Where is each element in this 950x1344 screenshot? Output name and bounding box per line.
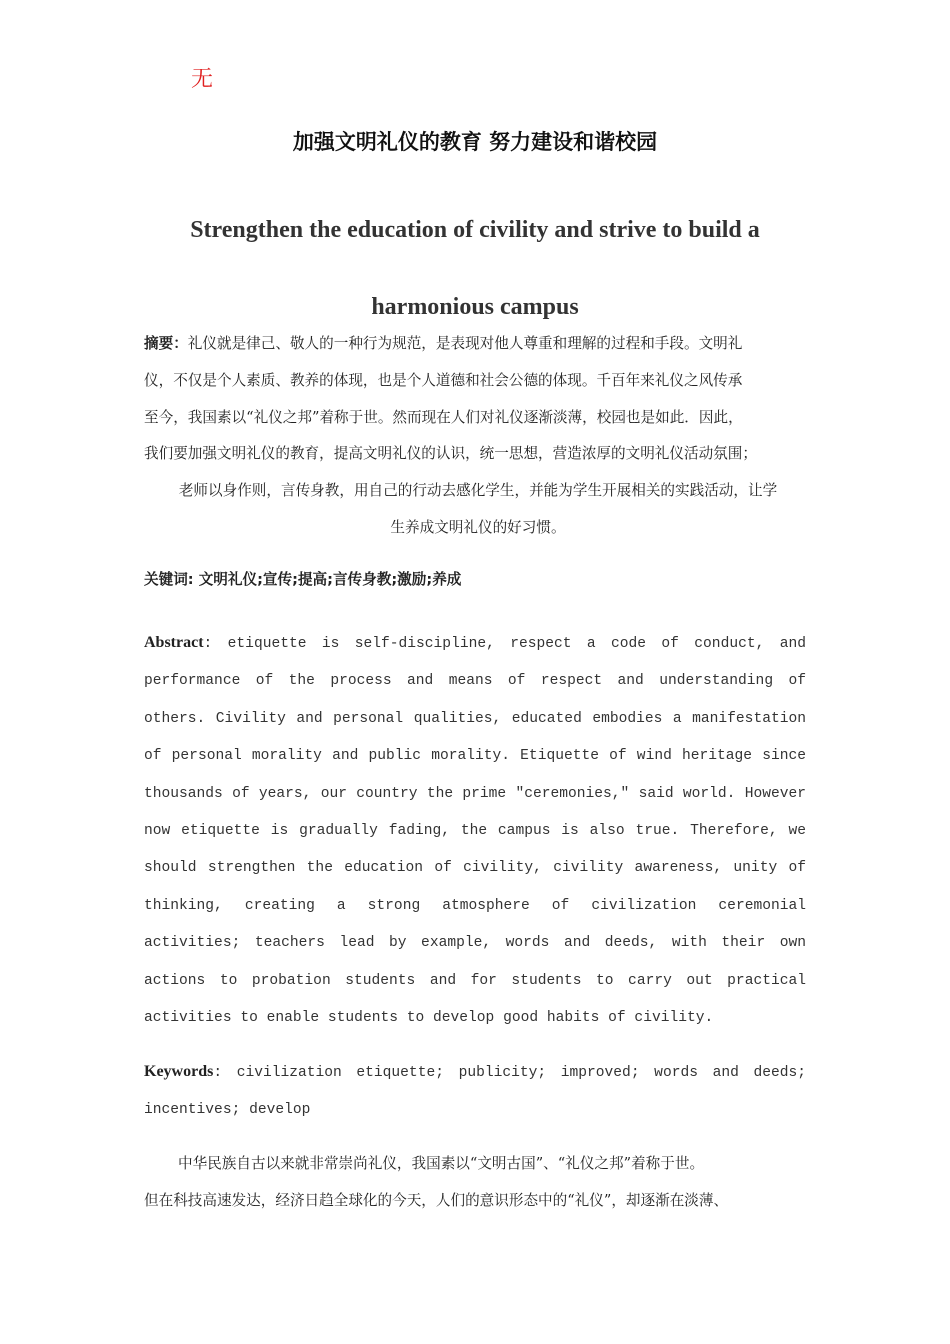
title-chinese: 加强文明礼仪的教育 努力建设和谐校园: [292, 130, 658, 154]
keywords-chinese-label: 关键词:: [144, 571, 194, 588]
abstract-chinese: [144, 326, 812, 547]
body-paragraph: [144, 1146, 812, 1220]
keywords-english: [144, 1053, 806, 1130]
abstract-chinese-label: 摘要：: [144, 335, 188, 352]
abstract-english: [144, 624, 806, 1037]
abstract-chinese-line: 老师以身作则，言传身教，用自己的行动去感化学生，并能为学生开展相关的实践活动，让学: [178, 482, 778, 500]
keywords-english-label: Keywords: [144, 1063, 214, 1080]
abstract-english-label: Abstract: [144, 634, 204, 651]
title-english: Strengthen the education of civility and strive to build a harmonious campus: [190, 217, 760, 320]
body-line: 中华民族自古以来就非常崇尚礼仪，我国素以“文明古国”、“礼仪之邦”着称于世。: [178, 1155, 705, 1172]
abstract-chinese-line: 仪，不仅是个人素质、教养的体现，也是个人道德和社会公德的体现。千百年来礼仪之风传承: [144, 371, 743, 389]
keywords-chinese-text: 文明礼仪;宣传;提高;言传身教;激励;养成: [193, 571, 462, 588]
body-line: 但在科技高速发达，经济日趋全球化的今天，人们的意识形态中的“礼仪”，却逐渐在淡薄、: [144, 1191, 729, 1209]
header-mark: 无: [191, 67, 214, 92]
keywords-english-text: : civilization etiquette; publicity; improved; words and deeds; incentives; develop: [144, 1065, 806, 1119]
abstract-chinese-line: 生养成文明礼仪的好习惯。: [390, 518, 566, 536]
abstract-chinese-line: 至今，我国素以“礼仪之邦”着称于世。然而现在人们对礼仪逐渐淡薄，校园也是如此．因此，: [144, 408, 743, 426]
abstract-chinese-line: 摘要：礼仪就是律己、敬人的一种行为规范，是表现对他人尊重和理解的过程和手段。文明礼: [144, 335, 743, 352]
keywords-chinese: [144, 568, 812, 589]
abstract-chinese-line: 我们要加强文明礼仪的教育，提高文明礼仪的认识，统一思想，营造浓厚的文明礼仪活动氛围；: [144, 445, 757, 463]
abstract-english-text: : etiquette is self-discipline, respect a code of conduct, and performance of the process and means of respect and understanding of others. Civility and personal qualities, educated embodies a manifestation of personal morality and public morality. Etiquette of wind heritage since thousands of years, our country the prime "ceremonies," said world. However now etiquette is gradually fading, the campus is also true. Therefore, we should strengthen the education of civility, civility awareness, unity of thinking, creating a strong atmosphere of civilization ceremonial activities; teachers lead by example, words and deeds, with their own actions to probation students and for students to carry out practical activities to enable students to develop good habits of civility.: [144, 636, 806, 1027]
